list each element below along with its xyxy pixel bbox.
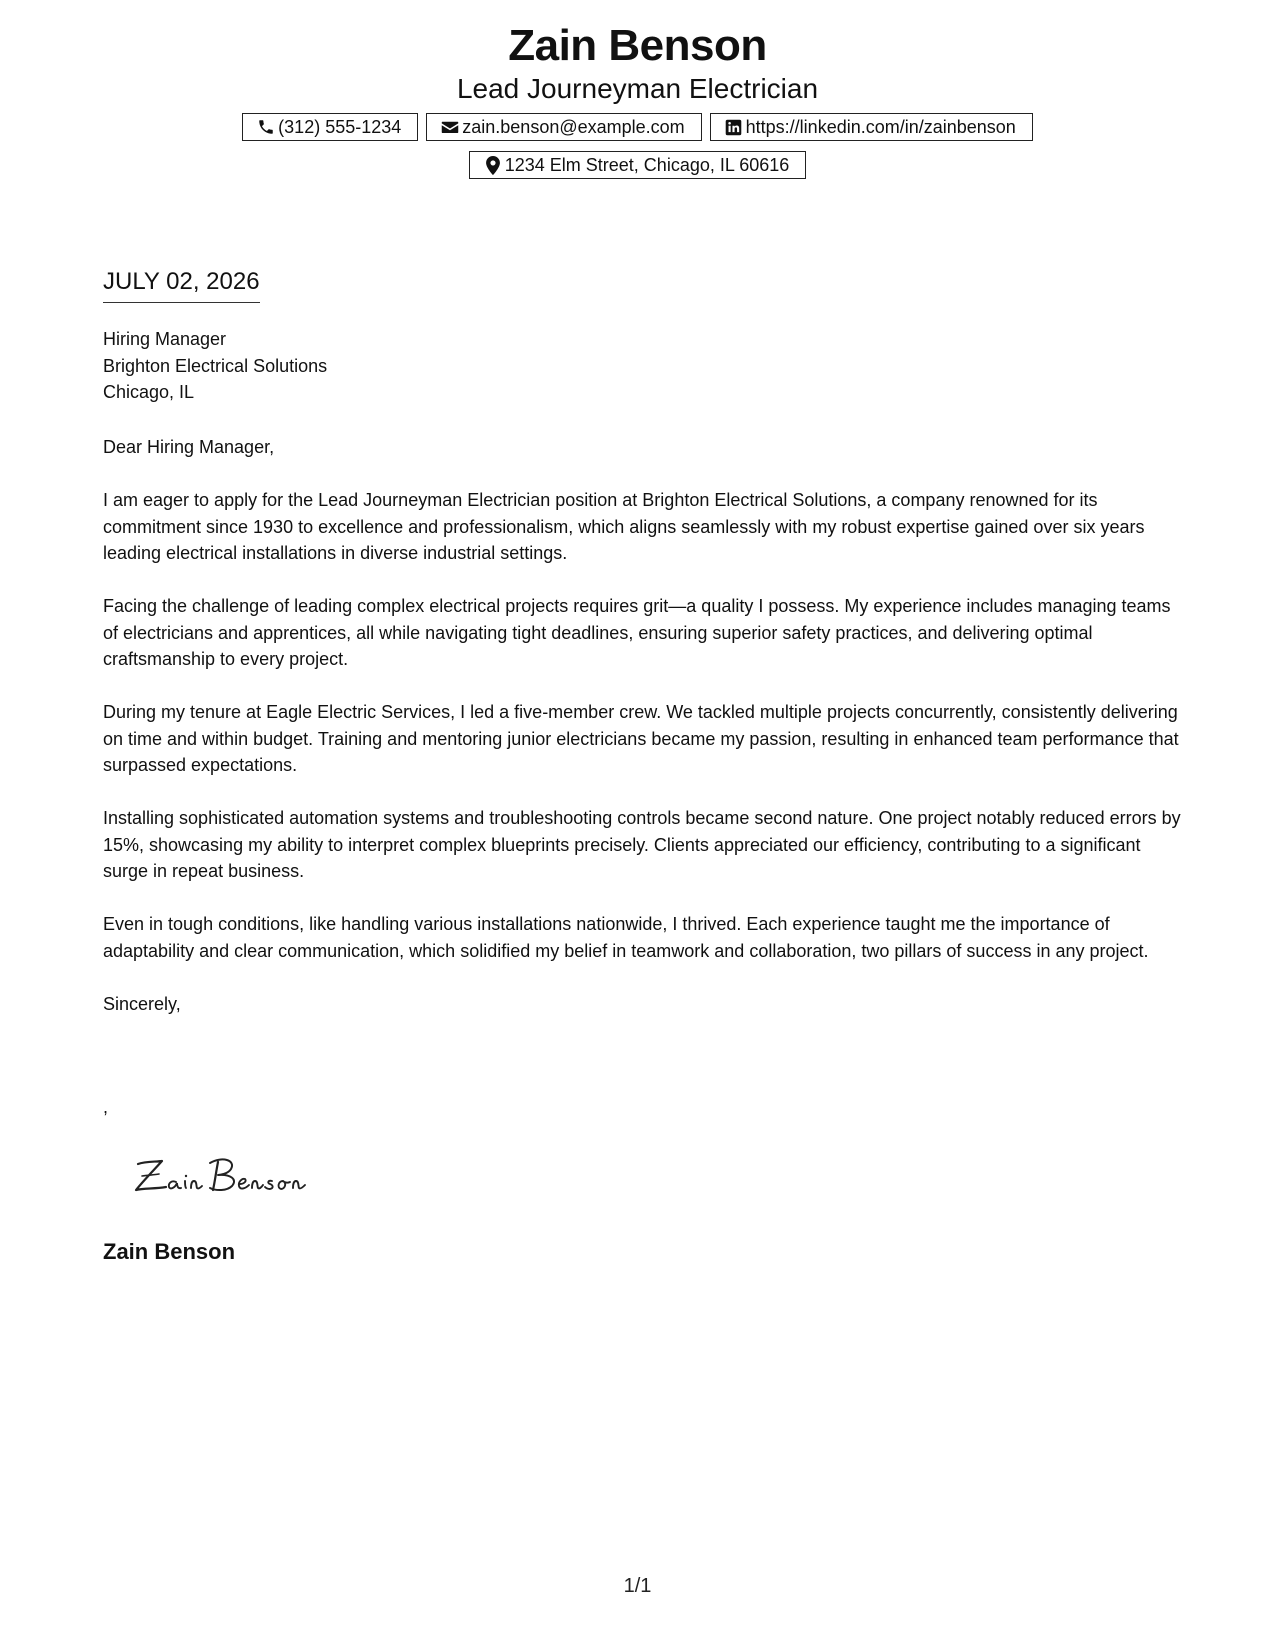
handwritten-signature — [132, 1150, 342, 1198]
applicant-role: Lead Journeyman Electrician — [456, 73, 819, 104]
map-pin-icon — [483, 155, 503, 175]
contact-email[interactable] — [426, 113, 701, 141]
applicant-name: Zain Benson — [508, 21, 767, 70]
recipient-title: Hiring Manager — [103, 329, 227, 349]
contact-address[interactable] — [469, 151, 807, 179]
recipient-block — [103, 326, 327, 406]
page-number: 1/1 — [623, 1575, 652, 1597]
letter-body — [103, 434, 1183, 1044]
contact-phone[interactable] — [242, 113, 418, 141]
recipient-location: Chicago, IL — [103, 382, 195, 402]
letter-date: JULY 02, 2026 — [103, 267, 260, 303]
paragraph-3: During my tenure at Eagle Electric Services, I led a five-member crew. We tackled multiple projects concurrently, consistently delivering on time and within budget. Training and mentoring junior electricians became my passion, resulting in enhanced team performance that surpassed expectations. — [103, 702, 1179, 775]
recipient-company: Brighton Electrical Solutions — [103, 355, 328, 376]
paragraph-4: Installing sophisticated automation systems and troubleshooting controls became second nature. One project notably reduced errors by 15%, showcasing my ability to interpret complex blueprints precisely. Clients appreciated our efficiency, contributing to a significant surge in repeat business. — [103, 808, 1181, 881]
contact-address-text: 1234 Elm Street, Chicago, IL 60616 — [504, 155, 790, 175]
contact-row-secondary — [0, 151, 1275, 179]
contact-linkedin[interactable] — [710, 113, 1033, 141]
signer-name: Zain Benson — [103, 1239, 236, 1264]
contact-phone-text: (312) 555-1234 — [278, 117, 402, 137]
paragraph-2: Facing the challenge of leading complex electrical projects requires grit—a quality I possess. My experience includes managing teams of electricians and apprentices, all while navigating tight deadlines, ensuring superior safety practices, and delivering optimal craftsmanship to every project. — [103, 596, 1171, 669]
closing: Sincerely, — [103, 993, 181, 1014]
contact-linkedin-text: https://linkedin.com/in/zainbenson — [745, 117, 1016, 137]
paragraph-1: I am eager to apply for the Lead Journeyman Electrician position at Brighton Electrical Solutions, a company renowned for its commitment since 1930 to excellence and professionalism, which aligns seamlessly with my robust expertise gained over six years leading electrical installations in diverse industrial settings. — [103, 490, 1145, 563]
salutation: Dear Hiring Manager, — [103, 437, 275, 457]
contact-email-text: zain.benson@example.com — [462, 117, 685, 137]
paragraph-5: Even in tough conditions, like handling various installations nationwide, I thrived. Each experience taught me the importance of adaptability and clear communication, which solidified my belief in teamwork and collaboration, two pillars of success in any project. — [103, 914, 1149, 961]
envelope-icon — [440, 117, 460, 137]
phone-icon — [256, 117, 276, 137]
contact-row-primary — [0, 113, 1275, 141]
linkedin-icon — [724, 117, 744, 137]
stray-comma: , — [103, 1097, 109, 1117]
